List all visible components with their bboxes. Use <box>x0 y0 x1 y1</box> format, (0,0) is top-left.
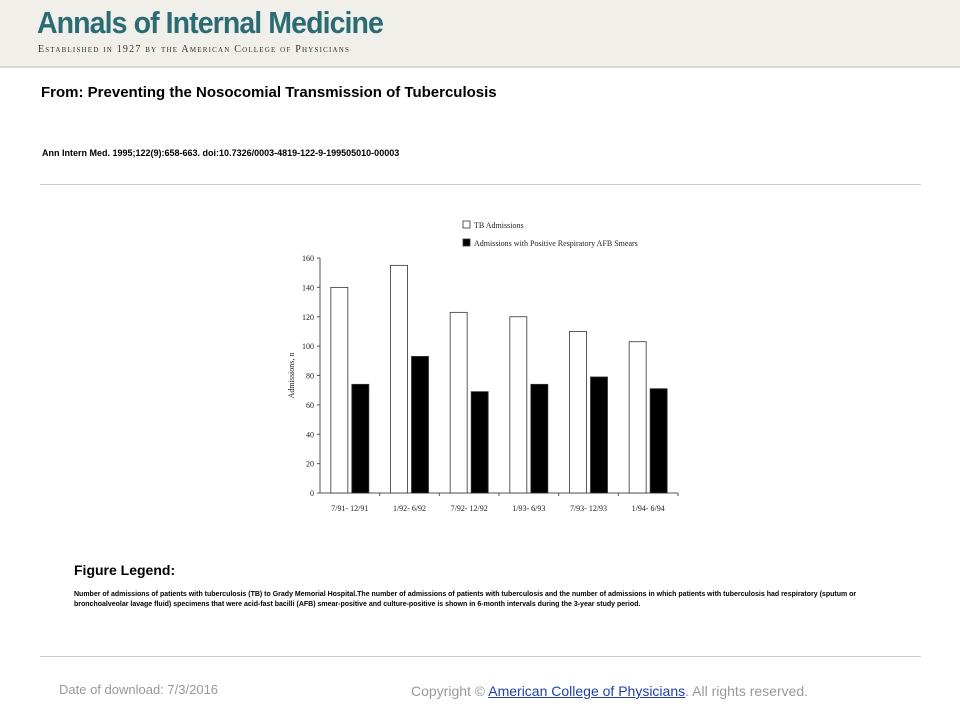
bottom-divider <box>40 656 921 657</box>
bar-afb-smear-positive <box>471 392 488 493</box>
legend-label: TB Admissions <box>474 221 524 230</box>
x-tick-label: 1/94- 6/94 <box>631 504 665 513</box>
journal-logo-title: Annals of Internal Medicine <box>37 5 383 40</box>
x-tick-label: 7/91- 12/91 <box>331 504 369 513</box>
copyright-prefix: Copyright © <box>411 683 486 699</box>
y-tick-label: 80 <box>306 371 314 381</box>
x-tick-label: 1/93- 6/93 <box>512 504 546 513</box>
y-tick-label: 120 <box>302 312 314 322</box>
figure-legend-heading: Figure Legend: <box>74 562 176 578</box>
x-tick-label: 1/92- 6/92 <box>392 504 427 513</box>
bar-tb-admissions <box>450 312 467 493</box>
bar-chart <box>270 215 690 520</box>
bar-afb-smear-positive <box>650 389 667 493</box>
bar-afb-smear-positive <box>412 356 429 493</box>
download-date-value: 7/3/2016 <box>167 682 219 697</box>
journal-header <box>0 0 960 68</box>
bar-tb-admissions <box>629 342 646 493</box>
y-tick-label: 40 <box>306 430 314 440</box>
bar-afb-smear-positive <box>591 377 608 493</box>
journal-tagline: Established in 1927 by the American College of Physicians <box>38 44 351 55</box>
article-title: From: Preventing the Nosocomial Transmission of Tuberculosis <box>41 84 497 101</box>
y-tick-label: 100 <box>302 342 314 352</box>
article-citation: Ann Intern Med. 1995;122(9):658-663. doi:10.7326/0003-4819-122-9-199505010-00003 <box>42 148 400 158</box>
download-date-label: Date of download: <box>59 682 164 697</box>
publisher-link[interactable]: American College of Physicians <box>488 683 686 699</box>
y-tick-label: 60 <box>306 400 314 410</box>
legend-swatch <box>463 221 470 228</box>
legend-swatch <box>463 239 470 246</box>
bar-afb-smear-positive <box>531 384 548 493</box>
legend-label: Admissions with Positive Respiratory AFB Smears <box>474 239 638 248</box>
y-tick-label: 140 <box>302 283 314 293</box>
figure-chart <box>270 215 690 520</box>
x-tick-label: 7/93- 12/93 <box>569 504 608 513</box>
bar-afb-smear-positive <box>352 384 369 493</box>
bar-tb-admissions <box>331 287 348 493</box>
bar-tb-admissions <box>510 317 527 493</box>
y-axis-label: Admissions, n <box>287 352 296 399</box>
copyright-notice <box>411 683 808 699</box>
top-divider <box>40 184 921 185</box>
bar-tb-admissions <box>391 265 408 493</box>
y-tick-label: 20 <box>306 459 314 469</box>
bar-tb-admissions <box>570 331 587 493</box>
y-tick-label: 160 <box>302 254 314 263</box>
copyright-suffix: . All rights reserved. <box>685 683 809 699</box>
x-tick-label: 7/92- 12/92 <box>450 504 488 513</box>
download-date <box>59 682 218 697</box>
figure-legend-text: Number of admissions of patients with tuberculosis (TB) to Grady Memorial Hospital.The number of admissions of patients with tuberculosis and the number of admissions in which patients with tuberculosis had respiratory (sputum or bronchoalveolar lavage fluid) specimens that were acid-fast bacilli (AFB) smear-positive and culture-positive is shown in 6-month intervals during the 3-year study period. <box>74 591 857 608</box>
y-tick-label: 0 <box>310 489 314 498</box>
